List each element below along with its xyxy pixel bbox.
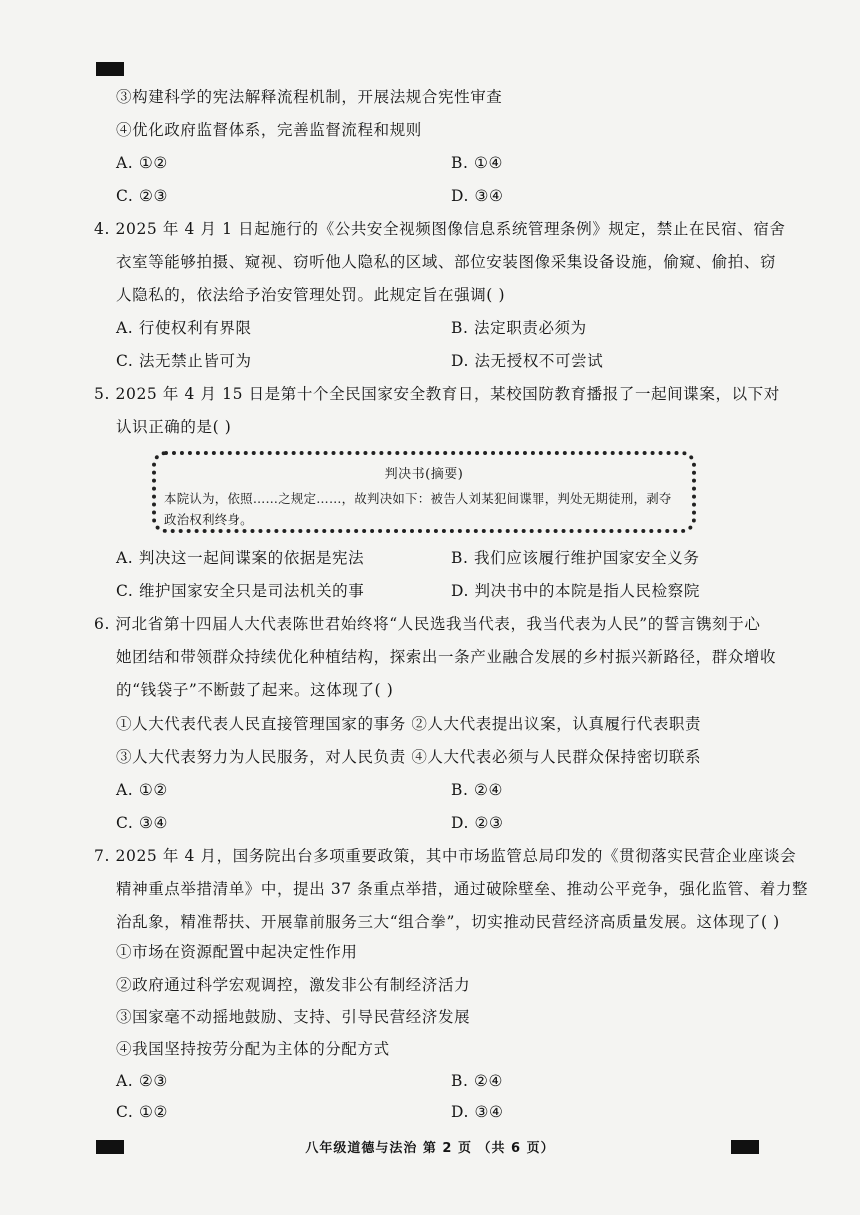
q7-stem-line-1: 7. 2025 年 4 月，国务院出台多项重要政策，其中市场监管总局印发的《贯彻落实民营企业座谈会 — [94, 847, 797, 865]
q7-option-1: ①市场在资源配置中起决定性作用 — [116, 943, 358, 961]
q7-choice-a: A. ②③ — [116, 1072, 168, 1090]
q7-choice-b: B. ②④ — [451, 1072, 504, 1090]
q7-choice-c: C. ①② — [116, 1103, 168, 1121]
q3-option-4: ④优化政府监督体系，完善监督流程和规则 — [116, 121, 422, 139]
judgment-text — [164, 488, 672, 530]
q6-stem-line-2: 她团结和带领群众持续优化种植结构，探索出一条产业融合发展的乡村振兴新路径，群众增收 — [116, 648, 777, 666]
q6-stem-line-1: 6. 河北省第十四届人大代表陈世君始终将“人民选我当代表，我当代表为人民”的誓言镌刻于心 — [94, 615, 761, 633]
q3-choice-c: C. ②③ — [116, 187, 168, 205]
q6-choice-a: A. ①② — [116, 781, 168, 799]
q4-choice-b: B. 法定职责必须为 — [451, 319, 587, 337]
q5-stem-line-2: 认识正确的是( ) — [116, 418, 232, 436]
judgment-text-line-2: 政治权利终身。 — [164, 512, 253, 527]
judgment-excerpt-box — [152, 451, 696, 533]
q6-options-3-4: ③人大代表努力为人民服务，对人民负责 ④人大代表必须与人民群众保持密切联系 — [116, 748, 702, 766]
q4-choice-c: C. 法无禁止皆可为 — [116, 352, 252, 370]
q4-choice-a: A. 行使权利有界限 — [116, 319, 252, 337]
registration-mark-top-left — [96, 62, 124, 76]
q7-option-4: ④我国坚持按劳分配为主体的分配方式 — [116, 1040, 390, 1058]
page-footer: 八年级道德与法治 第 2 页 （共 6 页） — [305, 1141, 555, 1156]
q5-choice-a: A. 判决这一起间谍案的依据是宪法 — [116, 549, 365, 567]
q5-choice-d: D. 判决书中的本院是指人民检察院 — [451, 582, 700, 600]
q7-choice-d: D. ③④ — [451, 1103, 504, 1121]
q7-stem-line-3: 治乱象，精准帮扶、开展靠前服务三大“组合拳”，切实推动民营经济高质量发展。这体现了( ) — [116, 913, 780, 931]
q3-choice-b: B. ①④ — [451, 154, 504, 172]
q5-choice-c: C. 维护国家安全只是司法机关的事 — [116, 582, 365, 600]
q6-choice-c: C. ③④ — [116, 814, 168, 832]
q6-choice-b: B. ②④ — [451, 781, 504, 799]
q5-choice-b: B. 我们应该履行维护国家安全义务 — [451, 549, 700, 567]
q3-option-3: ③构建科学的宪法解释流程机制，开展法规合宪性审查 — [116, 88, 503, 106]
q4-stem-line-1: 4. 2025 年 4 月 1 日起施行的《公共安全视频图像信息系统管理条例》规定，禁止在民宿、宿舍 — [94, 220, 786, 238]
q6-choice-d: D. ②③ — [451, 814, 504, 832]
q6-stem-line-3: 的“钱袋子”不断鼓了起来。这体现了( ) — [116, 681, 394, 699]
q3-choice-d: D. ③④ — [451, 187, 504, 205]
q3-choice-a: A. ①② — [116, 154, 168, 172]
q7-stem-line-2: 精神重点举措清单》中，提出 37 条重点举措，通过破除壁垒、推动公平竞争，强化监管、着力整 — [116, 880, 809, 898]
judgment-title: 判决书(摘要) — [384, 467, 464, 482]
q6-options-1-2: ①人大代表代表人民直接管理国家的事务 ②人大代表提出议案，认真履行代表职责 — [116, 715, 702, 733]
q5-stem-line-1: 5. 2025 年 4 月 15 日是第十个全民国家安全教育日，某校国防教育播报了一起间谍案，以下对 — [94, 385, 780, 403]
q4-choice-d: D. 法无授权不可尝试 — [451, 352, 604, 370]
q7-option-3: ③国家毫不动摇地鼓励、支持、引导民营经济发展 — [116, 1008, 471, 1026]
judgment-text-line-1: 本院认为，依照……之规定……，故判决如下：被告人刘某犯间谍罪，判处无期徒刑，剥夺 — [164, 491, 672, 506]
q7-option-2: ②政府通过科学宏观调控，激发非公有制经济活力 — [116, 976, 471, 994]
q4-stem-line-2: 衣室等能够拍摄、窥视、窃听他人隐私的区域、部位安装图像采集设备设施，偷窥、偷拍、窃 — [116, 253, 777, 271]
q4-stem-line-3: 人隐私的，依法给予治安管理处罚。此规定旨在强调( ) — [116, 286, 506, 304]
